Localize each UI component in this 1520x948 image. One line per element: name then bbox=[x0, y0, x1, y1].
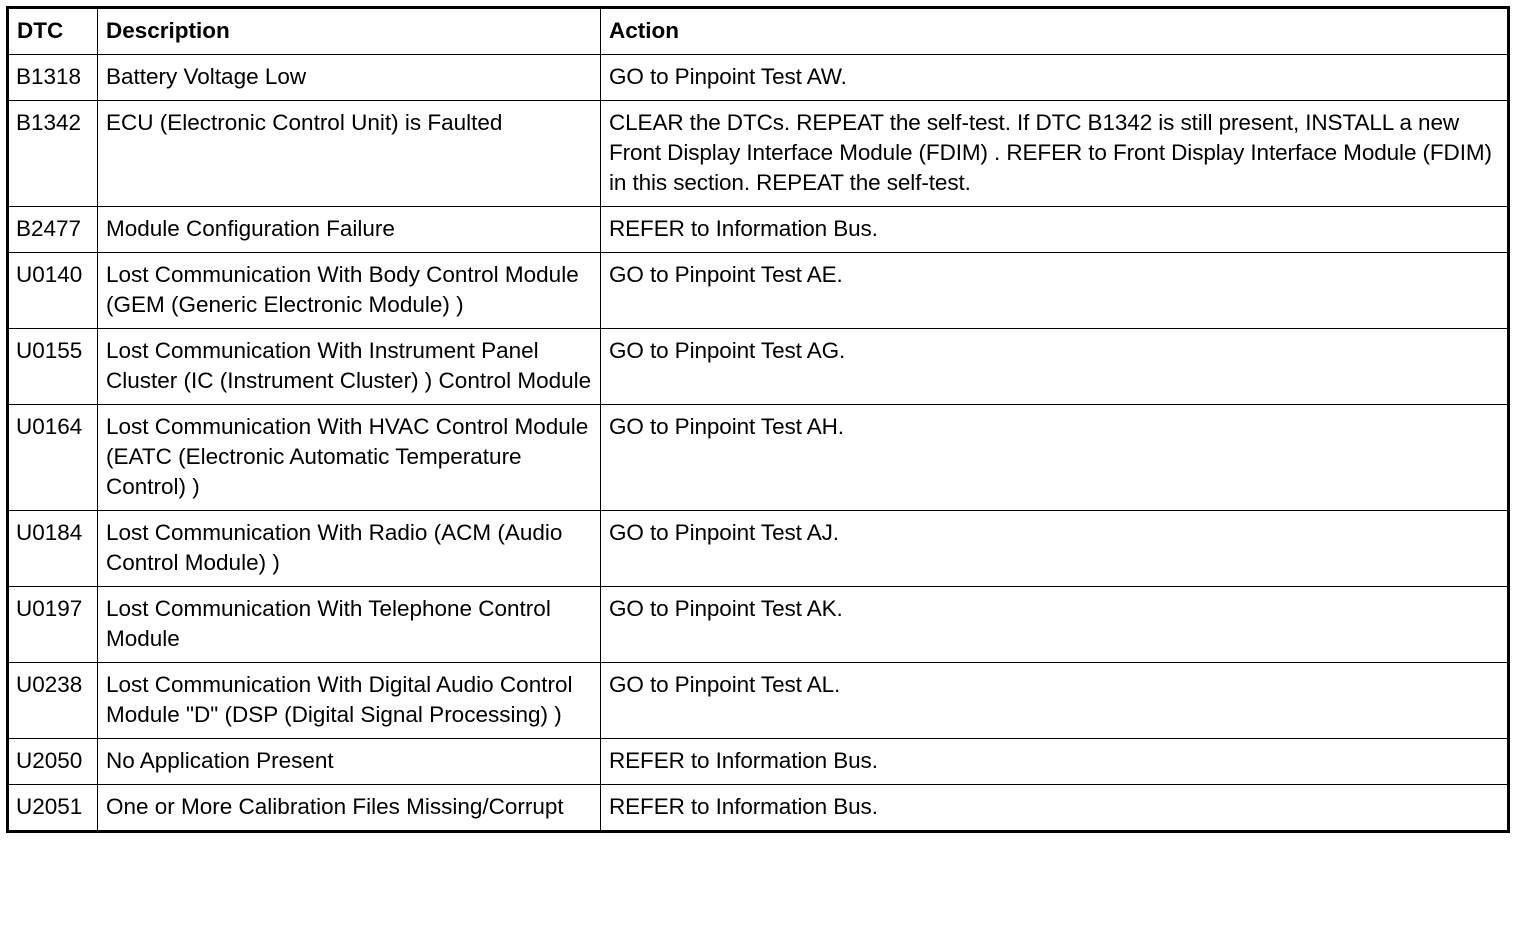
dtc-action: GO to Pinpoint Test AJ. bbox=[601, 511, 1509, 587]
dtc-code: B1342 bbox=[8, 101, 98, 207]
dtc-description: Lost Communication With Digital Audio Control Module "D" (DSP (Digital Signal Processing) ) bbox=[98, 663, 601, 739]
dtc-action: GO to Pinpoint Test AW. bbox=[601, 55, 1509, 101]
dtc-action: GO to Pinpoint Test AK. bbox=[601, 587, 1509, 663]
dtc-code: U0197 bbox=[8, 587, 98, 663]
dtc-description: Lost Communication With HVAC Control Module (EATC (Electronic Automatic Temperature Control) ) bbox=[98, 405, 601, 511]
dtc-description: Lost Communication With Telephone Control Module bbox=[98, 587, 601, 663]
table-row bbox=[8, 587, 1509, 663]
dtc-action: GO to Pinpoint Test AL. bbox=[601, 663, 1509, 739]
dtc-code: U2050 bbox=[8, 739, 98, 785]
dtc-description: Module Configuration Failure bbox=[98, 207, 601, 253]
dtc-code: U0140 bbox=[8, 253, 98, 329]
dtc-action: CLEAR the DTCs. REPEAT the self-test. If DTC B1342 is still present, INSTALL a new Front Display Interface Module (FDIM) . REFER to Front Display Interface Module (FDIM) in this section. REPEAT the self-test. bbox=[601, 101, 1509, 207]
table-row bbox=[8, 207, 1509, 253]
table-row bbox=[8, 253, 1509, 329]
dtc-description: Lost Communication With Radio (ACM (Audio Control Module) ) bbox=[98, 511, 601, 587]
dtc-code: U0238 bbox=[8, 663, 98, 739]
header-description: Description bbox=[98, 8, 601, 55]
dtc-action: REFER to Information Bus. bbox=[601, 207, 1509, 253]
table-row bbox=[8, 785, 1509, 832]
dtc-action: GO to Pinpoint Test AG. bbox=[601, 329, 1509, 405]
dtc-code: U2051 bbox=[8, 785, 98, 832]
dtc-table bbox=[6, 6, 1510, 833]
table-header-row bbox=[8, 8, 1509, 55]
dtc-code: U0164 bbox=[8, 405, 98, 511]
table-row bbox=[8, 663, 1509, 739]
dtc-description: ECU (Electronic Control Unit) is Faulted bbox=[98, 101, 601, 207]
dtc-code: U0184 bbox=[8, 511, 98, 587]
dtc-code: U0155 bbox=[8, 329, 98, 405]
table-row bbox=[8, 101, 1509, 207]
table-row bbox=[8, 405, 1509, 511]
table-row bbox=[8, 739, 1509, 785]
dtc-description: One or More Calibration Files Missing/Corrupt bbox=[98, 785, 601, 832]
header-dtc: DTC bbox=[8, 8, 98, 55]
dtc-description: No Application Present bbox=[98, 739, 601, 785]
dtc-action: GO to Pinpoint Test AE. bbox=[601, 253, 1509, 329]
header-action: Action bbox=[601, 8, 1509, 55]
table-row bbox=[8, 511, 1509, 587]
table-row bbox=[8, 329, 1509, 405]
dtc-description: Lost Communication With Instrument Panel Cluster (IC (Instrument Cluster) ) Control Module bbox=[98, 329, 601, 405]
dtc-action: REFER to Information Bus. bbox=[601, 739, 1509, 785]
dtc-code: B1318 bbox=[8, 55, 98, 101]
dtc-action: REFER to Information Bus. bbox=[601, 785, 1509, 832]
dtc-code: B2477 bbox=[8, 207, 98, 253]
table-row bbox=[8, 55, 1509, 101]
dtc-action: GO to Pinpoint Test AH. bbox=[601, 405, 1509, 511]
dtc-description: Lost Communication With Body Control Module (GEM (Generic Electronic Module) ) bbox=[98, 253, 601, 329]
dtc-description: Battery Voltage Low bbox=[98, 55, 601, 101]
